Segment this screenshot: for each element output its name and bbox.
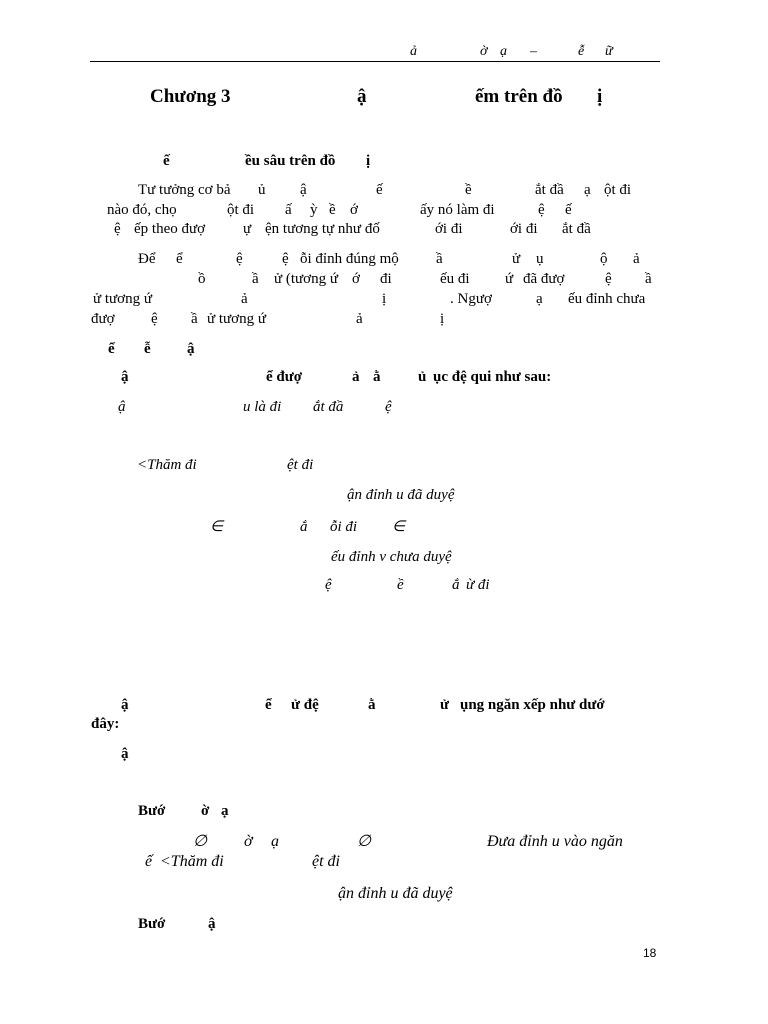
text-fragment: ậ [121,746,129,762]
algo1-line [0,398,768,418]
text-fragment: ệ [236,251,243,267]
algo1-line [0,576,768,596]
text-fragment: ộ [600,251,608,267]
text-fragment: ề [329,202,336,218]
text-fragment: ế [565,202,572,218]
header-rule [90,61,660,62]
code-fragment: ệt đi [312,853,340,870]
recursive-intro [0,368,768,388]
text-fragment: ục đệ qui như sau: [433,369,552,385]
text-fragment: ệ [538,202,545,218]
subheading [0,340,768,360]
text-fragment: ắt đầ [562,221,591,237]
code-fragment: ế [145,853,153,870]
text-fragment: ủ [258,182,266,198]
algo1-line [0,456,768,476]
text-fragment: ả [356,311,363,327]
algo1-line [0,486,768,506]
empty-set-symbol: ∅ [193,833,207,850]
text-fragment: ấy nó làm đi [420,202,495,218]
code-fragment: <Thăm đi [137,457,197,473]
text-fragment: đã đượ [523,271,565,287]
element-of-symbol: ∈ [392,519,406,535]
step2-label [0,915,768,935]
text-fragment: ầ [436,251,443,267]
section-heading [0,152,768,172]
text-fragment: ủ [418,369,427,385]
text-fragment: ệ [605,271,612,287]
code-fragment: ạ [271,833,279,850]
header-fragment: – [530,44,537,59]
code-fragment: <Thăm đi [160,853,224,870]
element-of-symbol: ∈ [210,519,224,535]
code-fragment: Đưa đỉnh u vào ngăn [487,833,623,850]
header-fragment: ễ [578,44,585,59]
text-fragment: ầ [191,311,198,327]
code-fragment: ếu đỉnh v chưa duyệ [331,549,452,565]
code-fragment: ệt đi [287,457,314,473]
code-fragment: ờ [244,833,253,850]
text-fragment: ự [243,221,252,237]
heading-fragment: ế [163,153,170,169]
code-fragment: ề [397,577,404,593]
text-fragment: ị [440,311,445,327]
text-fragment: ế [376,182,383,198]
text-fragment: ụng ngăn xếp như dướ [460,697,605,713]
code-fragment: ắ [300,519,308,535]
chapter-title [0,86,768,106]
text-fragment: ồ [198,271,206,287]
text-fragment: ả [633,251,640,267]
header-fragment: ả [410,44,417,59]
algo1-line [0,518,768,538]
heading-fragment: ị [366,153,371,169]
text-fragment: ậ [121,697,129,713]
text-fragment: ầ [645,271,652,287]
text-fragment: ử (tương ứ [274,271,338,287]
step1-label [0,802,768,822]
text-fragment: đượ [91,311,115,327]
code-fragment: ận đỉnh u đã duyệ [347,487,455,503]
heading-fragment: ễ [144,341,151,357]
text-fragment: ề [465,182,472,198]
text-fragment: Tư tưởng cơ bả [138,182,231,198]
text-fragment: ột đi [227,202,255,218]
page-number: 18 [643,946,657,960]
text-fragment: ằ [368,697,376,713]
text-fragment: nào đó, chọ [107,202,177,218]
text-fragment: ử tương ứ [93,291,152,307]
text-fragment: ể [265,697,272,713]
heading-fragment: ều sâu trên đồ [245,153,336,169]
text-fragment: ớ [350,202,358,218]
stack-intro-line [0,715,768,735]
text-fragment: Bướ [138,803,166,819]
text-fragment: ử đệ [291,697,319,713]
text-fragment: ạ [584,182,591,198]
algo2-line [0,833,768,853]
text-fragment: ếu đỉnh chưa [568,291,646,307]
text-fragment: ới đi [510,221,538,237]
algo2-line [0,853,768,873]
code-fragment: ệ [325,577,332,593]
text-fragment: ạ [221,803,229,819]
text-fragment: đây: [91,716,120,732]
code-fragment: ận đỉnh u đã duyệ [338,885,453,902]
paragraph2-line [0,250,768,270]
text-fragment: ới đi [435,221,463,237]
text-fragment: ớ [352,271,360,287]
heading-fragment: ậ [187,341,195,357]
code-fragment: ậ [118,399,126,415]
text-fragment: ỗi đỉnh đúng mộ [300,251,399,267]
algo1-line [0,548,768,568]
code-fragment: ắt đầ [313,399,344,415]
text-fragment: ả [241,291,248,307]
text-fragment: ấ [285,202,292,218]
text-fragment: ậ [121,369,129,385]
paragraph2-line [0,270,768,290]
text-fragment: ầ [252,271,259,287]
text-fragment: ệ [151,311,158,327]
text-fragment: ờ [201,803,210,819]
text-fragment: ằ [373,369,381,385]
code-fragment: ệ [385,399,392,415]
text-fragment: ứ [505,271,514,287]
text-fragment: ậ [208,916,216,932]
text-fragment: ạ [536,291,543,307]
text-fragment: ể đượ [266,369,303,385]
stack-intro-line [0,696,768,716]
text-fragment: ả [352,369,360,385]
text-fragment: ậ [300,182,307,198]
empty-set-symbol: ∅ [357,833,371,850]
text-fragment: ắt đầ [535,182,564,198]
text-fragment: ếp theo đượ [134,221,206,237]
text-fragment: ệ [282,251,289,267]
text-fragment: ếu đi [440,271,470,287]
paragraph2-line [0,310,768,330]
text-fragment: ử [512,251,521,267]
title-fragment: ậ [357,86,367,107]
text-fragment: ện tương tự như đố [265,221,380,237]
text-fragment: ệ [114,221,121,237]
text-fragment: ể [176,251,183,267]
text-fragment: ỳ [310,202,318,218]
algo2-heading [0,745,768,765]
text-fragment: ột đi [604,182,632,198]
text-fragment: ử [440,697,450,713]
text-fragment: Để [138,251,156,267]
paragraph1-line [0,220,768,240]
text-fragment: Bướ [138,916,166,932]
code-fragment: ắ [452,577,460,593]
running-header [0,43,768,63]
text-fragment: ụ [536,251,544,267]
code-fragment: ỗi đi [330,519,358,535]
header-fragment: ờ [480,44,488,59]
paragraph1-line [0,201,768,221]
text-fragment: ử tương ứ [207,311,266,327]
title-fragment: ếm trên đồ [475,86,563,107]
text-fragment: đi [380,271,392,287]
header-fragment: ạ [500,44,507,59]
text-fragment: ị [382,291,387,307]
heading-fragment: ể [108,341,115,357]
chapter-number: Chương 3 [150,86,231,107]
title-fragment: ị [597,86,603,107]
code-fragment: ừ đi [466,577,490,593]
algo2-line [0,885,768,905]
text-fragment: . Ngượ [450,291,492,307]
header-fragment: ữ [605,44,613,59]
paragraph1-line [0,181,768,201]
code-fragment: u là đi [243,399,282,415]
paragraph2-line [0,290,768,310]
